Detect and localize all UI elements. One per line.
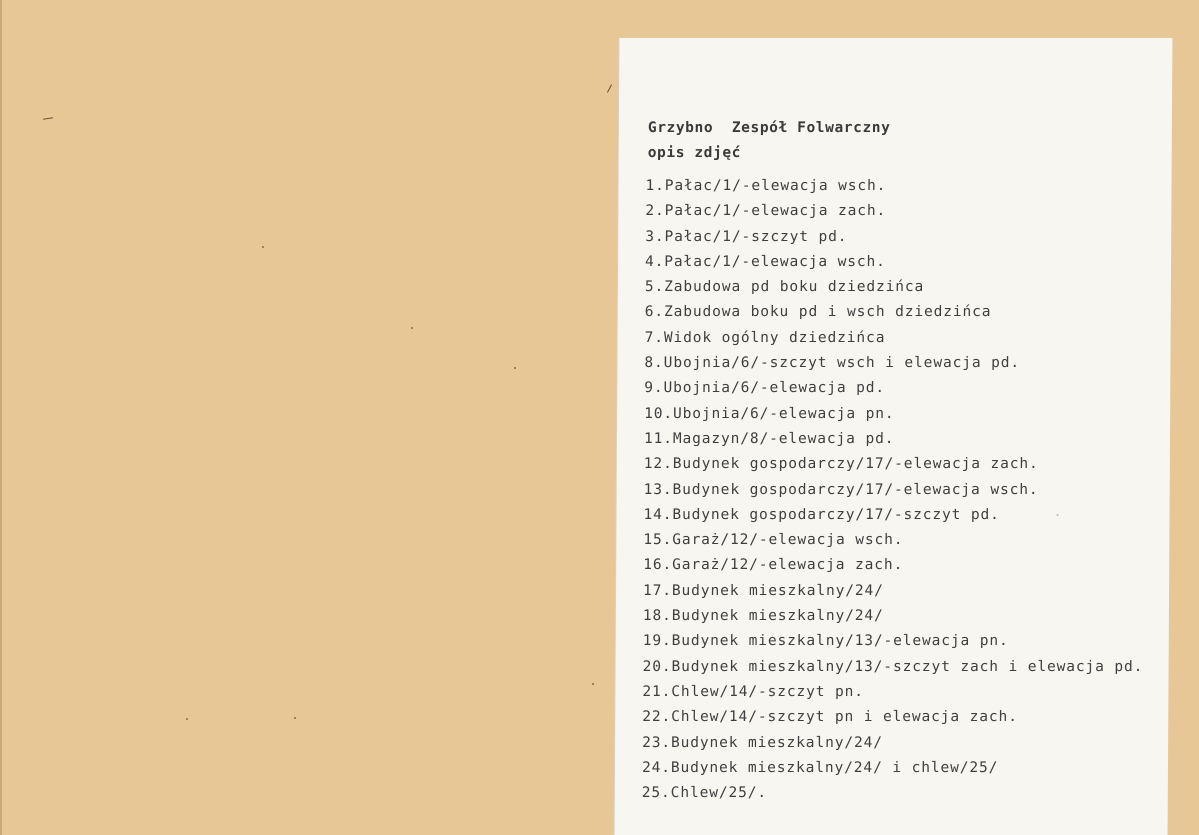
list-item: 23.Budynek mieszkalny/24/ (642, 734, 883, 751)
list-item: 16.Garaż/12/-elewacja zach. (643, 557, 904, 574)
list-item: 14.Budynek gospodarczy/17/-szczyt pd. (643, 506, 1000, 523)
photo-description-list (642, 174, 1147, 806)
mark-speck (411, 327, 413, 329)
list-item: 2.Pałac/1/-elewacja zach. (645, 203, 887, 220)
mark-scratch (43, 117, 53, 119)
mark-speck (186, 718, 188, 720)
mark-scratch (607, 84, 612, 92)
mark-speck (1057, 514, 1059, 516)
list-item: 13.Budynek gospodarczy/17/-elewacja wsch. (643, 481, 1039, 498)
list-item: 15.Garaż/12/-elewacja wsch. (643, 532, 904, 549)
mark-speck (592, 683, 594, 685)
list-item: 4.Pałac/1/-elewacja wsch. (645, 253, 886, 270)
list-item: 9.Ubojnia/6/-elewacja pd. (644, 380, 886, 397)
list-item: 24.Budynek mieszkalny/24/ i chlew/25/ (641, 759, 999, 776)
list-item: 19.Budynek mieszkalny/13/-elewacja pn. (642, 633, 1009, 650)
list-item: 10.Ubojnia/6/-elewacja pn. (644, 405, 895, 422)
list-item: 25.Chlew/25/. (641, 785, 768, 802)
mark-speck (514, 367, 516, 369)
list-item: 12.Budynek gospodarczy/17/-elewacja zach. (643, 456, 1039, 473)
mark-speck (262, 246, 264, 248)
list-item: 18.Budynek mieszkalny/24/ (642, 608, 884, 625)
list-item: 7.Widok ogólny dziedzińca (644, 329, 886, 346)
list-item: 17.Budynek mieszkalny/24/ (643, 582, 884, 599)
list-item: 1.Pałac/1/-elewacja wsch. (645, 178, 887, 194)
list-item: 6.Zabudowa boku pd i wsch dziedzińca (644, 304, 992, 321)
list-item: 3.Pałac/1/-szczyt pd. (645, 228, 848, 245)
document-subtitle: opis zdjęć (647, 145, 742, 161)
mark-speck (294, 717, 296, 719)
list-item: 22.Chlew/14/-szczyt pn i elewacja zach. (642, 709, 1018, 726)
document-title: Grzybno Zespół Folwarczny (647, 120, 891, 136)
list-item: 5.Zabudowa pd boku dziedzińca (644, 279, 925, 296)
list-item: 11.Magazyn/8/-elewacja pd. (643, 430, 895, 447)
list-item: 8.Ubojnia/6/-szczyt wsch i elewacja pd. (644, 355, 1021, 372)
list-item: 21.Chlew/14/-szczyt pn. (642, 683, 864, 700)
typed-sheet (615, 38, 1173, 835)
list-item: 20.Budynek mieszkalny/13/-szczyt zach i elewacja pd. (642, 658, 1144, 675)
